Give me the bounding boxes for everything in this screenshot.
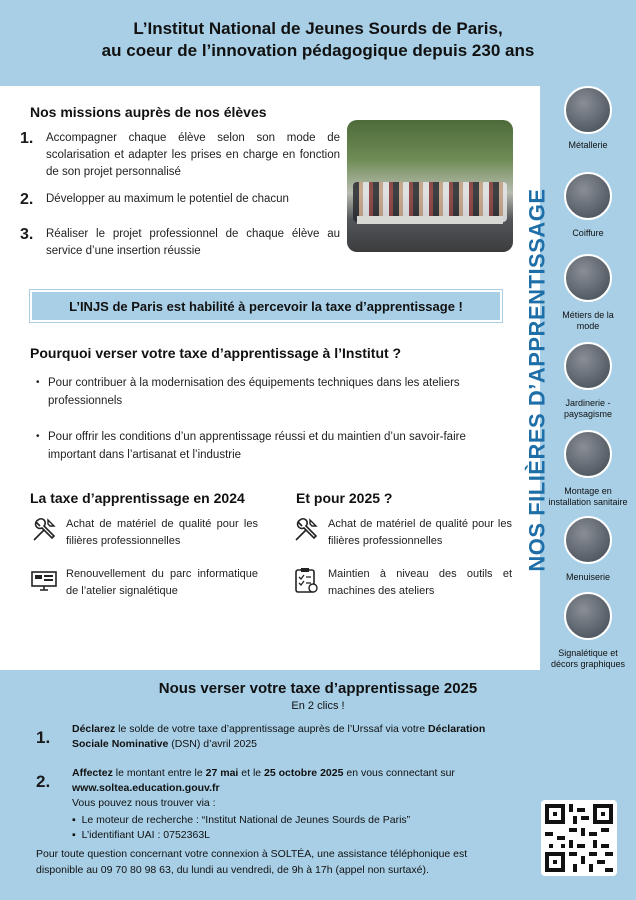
mission-text: Réaliser le projet professionnel de chaque élève au service d’une insertion réussie	[46, 228, 340, 257]
bullet-icon: •	[36, 377, 40, 388]
contact-info: Pour toute question concernant votre connexion à SOLTÉA, une assistance téléphonique est disponible au 09 70 80 98 63, du lundi au vendredi, de 9h à 17h (appel non surtaxé).	[36, 848, 468, 876]
tax-2025-text: Maintien à niveau des outils et machines des ateliers	[328, 568, 512, 597]
page-header	[0, 0, 636, 86]
qr-code-icon	[545, 804, 613, 872]
workbench	[357, 216, 503, 224]
trade-photo	[564, 430, 612, 478]
tax-2025-title: Et pour 2025 ?	[296, 490, 393, 506]
footer-subtitle: En 2 clics !	[291, 700, 345, 712]
mission-item	[20, 226, 340, 260]
tax-2024-text: Achat de matériel de qualité pour les filières professionnelles	[66, 518, 258, 547]
find-us-item: ▪ Le moteur de recherche : “Institut National de Jeunes Sourds de Paris”	[72, 814, 411, 826]
trade-photo	[564, 516, 612, 564]
computer-icon	[30, 566, 58, 594]
trade-photo	[564, 172, 612, 220]
trade-label: Signalétique et décors graphiques	[550, 648, 626, 669]
trade-label: Jardinerie - paysagisme	[563, 398, 613, 419]
trade-jardinerie	[540, 342, 636, 420]
checklist-icon	[292, 566, 320, 594]
step-number: 1.	[36, 728, 51, 747]
trades-vertical-title-text: NOS FILIÈRES D’APPRENTISSAGE	[525, 188, 551, 572]
qr-code[interactable]	[541, 800, 617, 876]
why-bullet-text: Pour contribuer à la modernisation des équipements techniques dans les ateliers professionnels	[48, 377, 460, 407]
tax-2024-title: La taxe d’apprentissage en 2024	[30, 490, 245, 506]
trade-label: Montage en installation sanitaire	[548, 486, 628, 507]
tools-icon	[30, 516, 58, 544]
mission-text: Développer au maximum le potentiel de chacun	[46, 193, 289, 205]
bullet-icon: •	[36, 431, 40, 442]
find-us-item: ▪ L’identifiant UAI : 0752363L	[72, 829, 210, 841]
trade-label: Menuiserie	[565, 572, 611, 582]
trade-coiffure	[540, 172, 636, 239]
mission-number: 1.	[20, 130, 34, 147]
tax-2024-item	[30, 516, 258, 550]
step-1	[36, 722, 506, 752]
trade-menuiserie	[540, 516, 636, 583]
step-2	[36, 766, 516, 811]
trade-metallerie	[540, 86, 636, 151]
missions-title: Nos missions auprès de nos élèves	[30, 104, 267, 120]
step-number: 2.	[36, 772, 51, 791]
trade-photo	[564, 342, 612, 390]
tools-icon	[292, 516, 320, 544]
mission-item	[20, 191, 340, 209]
why-bullet-text: Pour offrir les conditions d’un apprentissage réussi et du maintien d’un savoir-faire important dans l’artisanat et l’industrie	[48, 431, 466, 461]
mission-number: 2.	[20, 191, 34, 208]
mission-item	[20, 130, 340, 181]
step-1-text: Déclarez le solde de votre taxe d’apprentissage auprès de l’Urssaf via votre Déclaration Sociale Nominative (DSN) d’avril 2025	[72, 723, 486, 750]
trade-label: Métiers de la mode	[562, 310, 614, 331]
footer-title: Nous verser votre taxe d’apprentissage 2025	[158, 680, 478, 697]
trade-sanitaire	[540, 430, 636, 508]
why-bullet	[36, 428, 466, 464]
tax-eligibility-banner: L’INJS de Paris est habilité à percevoir la taxe d’apprentissage !	[30, 290, 502, 322]
trade-label: Coiffure	[572, 228, 604, 238]
mission-number: 3.	[20, 226, 34, 243]
tax-2024-text: Renouvellement du parc informatique de l’atelier signalétique	[66, 568, 258, 597]
trade-photo	[564, 254, 612, 302]
trade-signaletique	[540, 592, 636, 670]
mission-text: Accompagner chaque élève selon son mode de scolarisation et adapter les prises en charge en fonction de son projet personnalisé	[46, 132, 340, 178]
header-title-line-2: au coeur de l’innovation pédagogique depuis 230 ans	[101, 41, 535, 60]
trade-photo	[564, 86, 612, 134]
tax-2025-text: Achat de matériel de qualité pour les filières professionnelles	[328, 518, 512, 547]
find-us-list	[72, 813, 410, 843]
header-title-line-1: L’Institut National de Jeunes Sourds de Paris,	[133, 19, 503, 38]
why-title: Pourquoi verser votre taxe d’apprentissage à l’Institut ?	[30, 345, 402, 361]
tax-2025-item	[292, 516, 512, 550]
trade-photo	[564, 592, 612, 640]
soltea-link[interactable]: www.soltea.education.gouv.fr	[72, 782, 220, 794]
trade-label: Métallerie	[568, 140, 608, 150]
trade-mode	[540, 254, 636, 332]
tax-2024-item	[30, 566, 258, 600]
tax-2025-item	[292, 566, 512, 600]
why-bullet	[36, 374, 466, 410]
step-2-text: Affectez le montant entre le 27 mai et le 25 octobre 2025 en vous connectant sur www.soltea.education.gouv.fr Vous pouvez nous trouver via :	[72, 767, 455, 809]
students-group-photo	[347, 120, 513, 252]
